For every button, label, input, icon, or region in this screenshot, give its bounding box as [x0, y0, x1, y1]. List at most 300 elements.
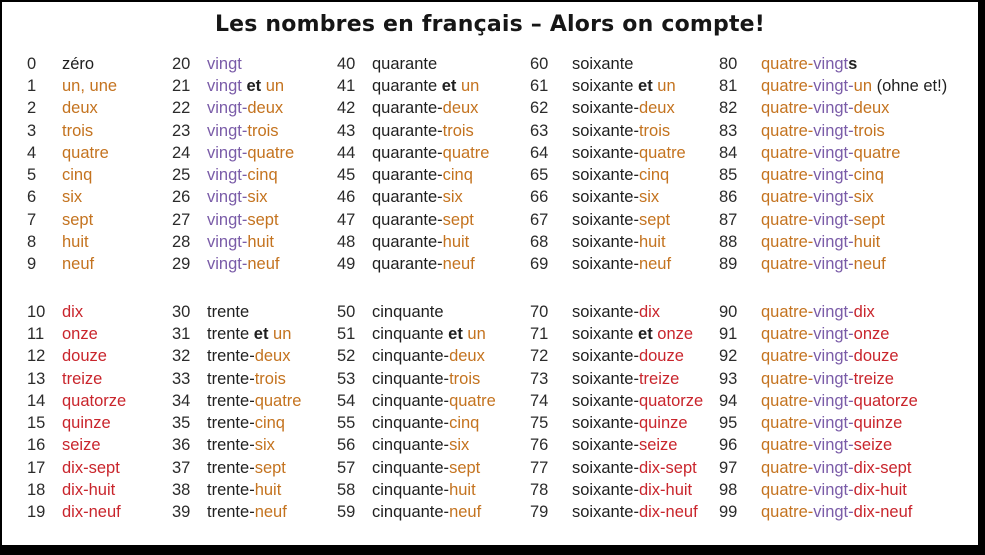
numeral-label: 93: [719, 369, 738, 388]
french-number-word: [62, 325, 98, 344]
number-row-5: [27, 164, 126, 186]
numeral-label: 86: [719, 188, 738, 207]
word-segment: cinquante-: [372, 414, 450, 433]
numeral-label: 91: [719, 324, 738, 343]
word-segment: cinquante-: [372, 480, 450, 499]
numeral-label: 84: [719, 143, 738, 162]
number-row-20: [172, 53, 301, 75]
word-segment: deux: [853, 99, 890, 118]
word-segment: vingt-: [813, 166, 854, 185]
word-segment: neuf: [62, 255, 95, 274]
numeral-label: 28: [172, 233, 191, 252]
number-row-81: [719, 75, 947, 97]
french-number-word: [372, 55, 437, 74]
french-number-word: [572, 481, 692, 500]
numeral-label: 79: [530, 503, 549, 522]
number-row-50: [337, 301, 496, 323]
number-column-2: [172, 53, 301, 524]
number-row-77: [530, 457, 703, 479]
word-segment: neuf: [254, 503, 287, 522]
french-number-word: [372, 122, 474, 141]
word-segment: un: [462, 324, 486, 343]
numeral-label: 4: [27, 143, 37, 162]
number-row-92: [719, 346, 947, 368]
word-segment: deux: [442, 99, 479, 118]
number-row-16: [27, 435, 126, 457]
numeral-label: 97: [719, 458, 738, 477]
number-row-14: [27, 390, 126, 412]
french-number-word: [761, 436, 892, 455]
word-segment: un: [261, 76, 285, 95]
numeral-label: 9: [27, 255, 37, 274]
number-row-79: [530, 502, 703, 524]
french-number-word: [62, 211, 93, 230]
number-row-95: [719, 412, 947, 434]
word-segment: vingt-: [207, 188, 248, 207]
word-segment: quarante-: [372, 143, 443, 162]
word-segment: trente-: [207, 458, 255, 477]
numeral-label: 24: [172, 143, 191, 162]
french-number-word: [62, 233, 89, 252]
numeral-label: 98: [719, 480, 738, 499]
word-segment: quatre: [853, 143, 901, 162]
numeral-label: 25: [172, 166, 191, 185]
french-number-word: [372, 144, 489, 163]
french-number-word: [372, 166, 473, 185]
word-segment: vingt-: [813, 76, 854, 95]
word-segment: treize: [853, 369, 894, 388]
numeral-label: 44: [337, 143, 356, 162]
french-number-word: [572, 166, 669, 185]
numeral-label: 3: [27, 121, 37, 140]
word-segment: soixante-: [572, 347, 639, 366]
french-number-word: [761, 211, 885, 230]
word-segment: cinquante-: [372, 369, 450, 388]
word-segment: quatre-: [761, 302, 814, 321]
french-number-word: [62, 122, 93, 141]
word-segment: quatre-: [761, 391, 814, 410]
word-segment: trois: [449, 369, 481, 388]
word-segment: trois: [247, 121, 279, 140]
number-row-45: [337, 164, 496, 186]
word-segment: vingt: [207, 54, 242, 73]
number-row-33: [172, 368, 301, 390]
number-row-63: [530, 120, 703, 142]
word-segment: quatre-: [761, 76, 814, 95]
number-row-72: [530, 346, 703, 368]
word-segment: vingt-: [813, 188, 854, 207]
word-segment: quarante-: [372, 166, 443, 185]
number-row-29: [172, 254, 301, 276]
word-segment: quatre-: [761, 347, 814, 366]
french-number-word: [372, 436, 469, 455]
number-row-86: [719, 187, 947, 209]
number-column-1: [27, 53, 126, 524]
word-segment: sept: [62, 210, 94, 229]
word-segment: cinq: [853, 166, 884, 185]
french-number-word: [207, 55, 242, 74]
word-segment: vingt-: [207, 166, 248, 185]
word-segment: soixante-: [572, 188, 639, 207]
french-number-word: [572, 414, 688, 433]
number-row-82: [719, 98, 947, 120]
number-row-54: [337, 390, 496, 412]
word-segment: trois: [254, 369, 286, 388]
french-number-word: [372, 99, 478, 118]
word-segment: un: [652, 76, 676, 95]
word-segment: sept: [449, 458, 481, 477]
word-segment: soixante-: [572, 369, 639, 388]
word-segment: quarante-: [372, 210, 443, 229]
word-segment: soixante-: [572, 391, 639, 410]
number-row-83: [719, 120, 947, 142]
word-segment: quatre: [62, 143, 109, 162]
numeral-label: 90: [719, 302, 738, 321]
number-row-97: [719, 457, 947, 479]
numeral-label: 29: [172, 255, 191, 274]
numeral-label: 11: [27, 324, 45, 343]
word-segment: soixante-: [572, 143, 639, 162]
number-row-84: [719, 142, 947, 164]
word-segment: quatre-: [761, 166, 814, 185]
word-segment: vingt-: [207, 233, 248, 252]
french-number-word: [207, 325, 291, 344]
french-number-word: [761, 503, 912, 522]
numeral-label: 63: [530, 121, 549, 140]
number-row-40: [337, 53, 496, 75]
word-segment: et: [638, 324, 653, 343]
word-segment: six: [247, 188, 268, 207]
number-row-90: [719, 301, 947, 323]
word-segment: quatre-: [761, 414, 814, 433]
word-segment: quatre-: [761, 210, 814, 229]
word-segment: quarante-: [372, 121, 443, 140]
word-segment: quinze: [853, 414, 903, 433]
word-segment: vingt-: [813, 391, 854, 410]
number-row-46: [337, 187, 496, 209]
word-segment: vingt-: [813, 369, 854, 388]
word-segment: quatre-: [761, 324, 814, 343]
french-number-word: [572, 392, 703, 411]
word-segment: cinq: [62, 166, 93, 185]
word-segment: trente-: [207, 391, 255, 410]
word-segment: vingt-: [813, 233, 854, 252]
number-row-53: [337, 368, 496, 390]
numeral-label: 55: [337, 414, 356, 433]
word-segment: quatre: [254, 391, 302, 410]
word-segment: soixante-: [572, 458, 639, 477]
numeral-label: 33: [172, 369, 191, 388]
french-number-word: [761, 459, 911, 478]
word-segment: sept: [254, 458, 286, 477]
french-number-word: [62, 255, 94, 274]
page-title: Les nombres en français – Alors on compte!: [214, 12, 766, 37]
numeral-label: 35: [172, 414, 191, 433]
numeral-label: 75: [530, 414, 549, 433]
french-number-word: [372, 414, 479, 433]
numeral-label: 15: [27, 414, 46, 433]
number-row-9: [27, 254, 126, 276]
numeral-label: 81: [719, 76, 738, 95]
word-segment: neuf: [247, 255, 280, 274]
word-segment: soixante-: [572, 436, 639, 455]
word-segment: cinq: [254, 414, 285, 433]
word-segment: neuf: [449, 503, 482, 522]
number-row-21: [172, 75, 301, 97]
word-segment: cinquante-: [372, 347, 450, 366]
numeral-label: 50: [337, 302, 356, 321]
word-segment: huit: [254, 480, 282, 499]
word-segment: deux: [247, 99, 284, 118]
word-segment: vingt-: [813, 302, 854, 321]
word-segment: quatorze: [853, 391, 918, 410]
number-row-34: [172, 390, 301, 412]
numeral-label: 37: [172, 458, 191, 477]
number-row-30: [172, 301, 301, 323]
number-row-12: [27, 346, 126, 368]
word-segment: six: [254, 436, 275, 455]
word-segment: dix: [62, 302, 84, 321]
number-row-26: [172, 187, 301, 209]
numeral-label: 80: [719, 54, 738, 73]
word-segment: soixante-: [572, 503, 639, 522]
number-row-4: [27, 142, 126, 164]
word-segment: huit: [247, 233, 274, 252]
word-segment: un: [268, 324, 292, 343]
numeral-label: 76: [530, 436, 549, 455]
french-number-word: [207, 166, 278, 185]
numeral-label: 51: [337, 324, 356, 343]
number-row-96: [719, 435, 947, 457]
word-segment: vingt-: [813, 480, 854, 499]
numeral-label: 8: [27, 233, 37, 252]
numeral-label: 71: [530, 324, 549, 343]
number-row-68: [530, 231, 703, 253]
french-number-word: [207, 459, 286, 478]
word-segment: sept: [638, 210, 671, 229]
numeral-label: 78: [530, 480, 549, 499]
french-number-word: [62, 188, 82, 207]
numeral-label: 82: [719, 99, 738, 118]
french-number-word: [761, 392, 918, 411]
number-row-64: [530, 142, 703, 164]
number-row-22: [172, 98, 301, 120]
word-segment: seize: [62, 436, 101, 455]
word-segment: un: [456, 76, 480, 95]
word-segment: quatre: [638, 143, 686, 162]
french-number-word: [62, 370, 102, 389]
numeral-label: 2: [27, 99, 37, 118]
french-number-word: [761, 303, 875, 322]
french-number-word: [62, 436, 101, 455]
number-block: [530, 301, 703, 524]
word-segment: onze: [853, 324, 890, 343]
french-number-word: [62, 392, 126, 411]
number-row-99: [719, 502, 947, 524]
word-segment: neuf: [442, 255, 475, 274]
french-number-word: [372, 347, 485, 366]
word-segment: vingt-: [813, 210, 854, 229]
french-number-word: [207, 233, 274, 252]
french-number-word: [761, 347, 899, 366]
number-row-91: [719, 323, 947, 345]
word-segment: onze: [62, 324, 98, 343]
word-segment: soixante: [572, 54, 634, 73]
number-row-80: [719, 53, 947, 75]
number-row-35: [172, 412, 301, 434]
french-number-word: [572, 55, 633, 74]
french-number-word: [207, 99, 283, 118]
number-block: [719, 53, 947, 276]
french-number-word: [761, 233, 880, 252]
french-number-word: [372, 392, 496, 411]
numeral-label: 57: [337, 458, 356, 477]
french-number-word: [207, 255, 279, 274]
french-number-word: [761, 481, 907, 500]
number-column-3: [337, 53, 496, 524]
word-segment: dix-huit: [638, 480, 693, 499]
numeral-label: 88: [719, 233, 738, 252]
number-block: [172, 301, 301, 524]
number-row-73: [530, 368, 703, 390]
french-number-word: [62, 55, 94, 74]
word-segment: quatre-: [761, 121, 814, 140]
french-number-word: [207, 370, 286, 389]
number-block: [337, 53, 496, 276]
numeral-label: 74: [530, 391, 549, 410]
word-segment: cinq: [638, 166, 670, 185]
word-segment: vingt-: [813, 121, 854, 140]
french-number-word: [572, 188, 659, 207]
word-segment: vingt-: [813, 324, 854, 343]
numeral-label: 59: [337, 503, 356, 522]
number-column-4: [530, 53, 703, 524]
word-segment: cinq: [247, 166, 278, 185]
word-segment: quatorze: [62, 391, 127, 410]
word-segment: vingt: [813, 54, 849, 73]
french-number-word: [62, 77, 117, 96]
numeral-label: 10: [27, 302, 46, 321]
number-row-93: [719, 368, 947, 390]
numeral-label: 21: [172, 76, 191, 95]
numeral-label: 18: [27, 480, 46, 499]
french-number-word: [761, 55, 857, 74]
french-number-word: [372, 459, 480, 478]
french-number-word: [207, 211, 279, 230]
number-row-6: [27, 187, 126, 209]
french-number-word: [62, 481, 115, 500]
number-column-5: [719, 53, 947, 524]
word-segment: six: [62, 188, 83, 207]
french-number-word: [62, 166, 92, 185]
word-segment: dix-sept: [62, 458, 120, 477]
word-segment: dix-huit: [62, 480, 116, 499]
word-segment: trois: [442, 121, 474, 140]
word-segment: trente: [207, 302, 250, 321]
word-segment: soixante-: [572, 233, 639, 252]
number-row-17: [27, 457, 126, 479]
word-segment: quarante-: [372, 233, 443, 252]
number-row-13: [27, 368, 126, 390]
word-segment: treize: [62, 369, 103, 388]
numeral-label: 62: [530, 99, 549, 118]
french-number-word: [761, 188, 874, 207]
number-row-76: [530, 435, 703, 457]
number-row-23: [172, 120, 301, 142]
numeral-label: 52: [337, 347, 356, 366]
word-segment: quarante-: [372, 188, 443, 207]
word-segment: quatre-: [761, 480, 814, 499]
french-number-word: [572, 325, 693, 344]
numeral-label: 64: [530, 143, 549, 162]
number-row-48: [337, 231, 496, 253]
numeral-label: 73: [530, 369, 549, 388]
word-segment: dix-neuf: [62, 503, 121, 522]
number-row-78: [530, 479, 703, 501]
numeral-label: 38: [172, 480, 191, 499]
word-segment: quatre-: [761, 54, 814, 73]
number-row-75: [530, 412, 703, 434]
numeral-label: 96: [719, 436, 738, 455]
french-number-word: [761, 414, 902, 433]
french-number-word: [207, 122, 279, 141]
word-segment: un: [853, 76, 872, 95]
word-segment: deux: [638, 99, 675, 118]
word-segment: cinquante: [372, 324, 449, 343]
word-segment: soixante-: [572, 255, 639, 274]
word-segment: huit: [442, 233, 470, 252]
french-number-word: [761, 99, 889, 118]
numeral-label: 22: [172, 99, 191, 118]
french-number-word: [572, 233, 666, 252]
word-segment: soixante-: [572, 121, 639, 140]
number-row-56: [337, 435, 496, 457]
word-segment: cinq: [442, 166, 473, 185]
french-number-word: [572, 347, 684, 366]
french-number-word: [207, 503, 287, 522]
number-row-51: [337, 323, 496, 345]
word-segment: vingt-: [813, 143, 854, 162]
french-number-word: [62, 303, 83, 322]
number-row-94: [719, 390, 947, 412]
word-segment: trois: [638, 121, 671, 140]
word-segment: douze: [62, 347, 107, 366]
number-row-24: [172, 142, 301, 164]
numeral-label: 46: [337, 188, 356, 207]
number-row-65: [530, 164, 703, 186]
number-row-70: [530, 301, 703, 323]
french-number-word: [207, 303, 249, 322]
word-segment: vingt-: [813, 414, 854, 433]
numeral-label: 36: [172, 436, 191, 455]
french-number-word: [372, 503, 481, 522]
number-row-87: [719, 209, 947, 231]
number-row-59: [337, 502, 496, 524]
numeral-label: 70: [530, 302, 549, 321]
number-row-2: [27, 98, 126, 120]
number-row-36: [172, 435, 301, 457]
word-segment: et: [246, 76, 262, 95]
french-number-word: [372, 233, 469, 252]
word-segment: soixante-: [572, 480, 639, 499]
word-segment: vingt-: [813, 503, 854, 522]
word-segment: douze: [638, 347, 684, 366]
word-segment: quatre-: [761, 188, 814, 207]
number-row-25: [172, 164, 301, 186]
word-segment: trente-: [207, 480, 255, 499]
french-number-word: [761, 77, 947, 96]
word-segment: un, une: [62, 76, 118, 95]
